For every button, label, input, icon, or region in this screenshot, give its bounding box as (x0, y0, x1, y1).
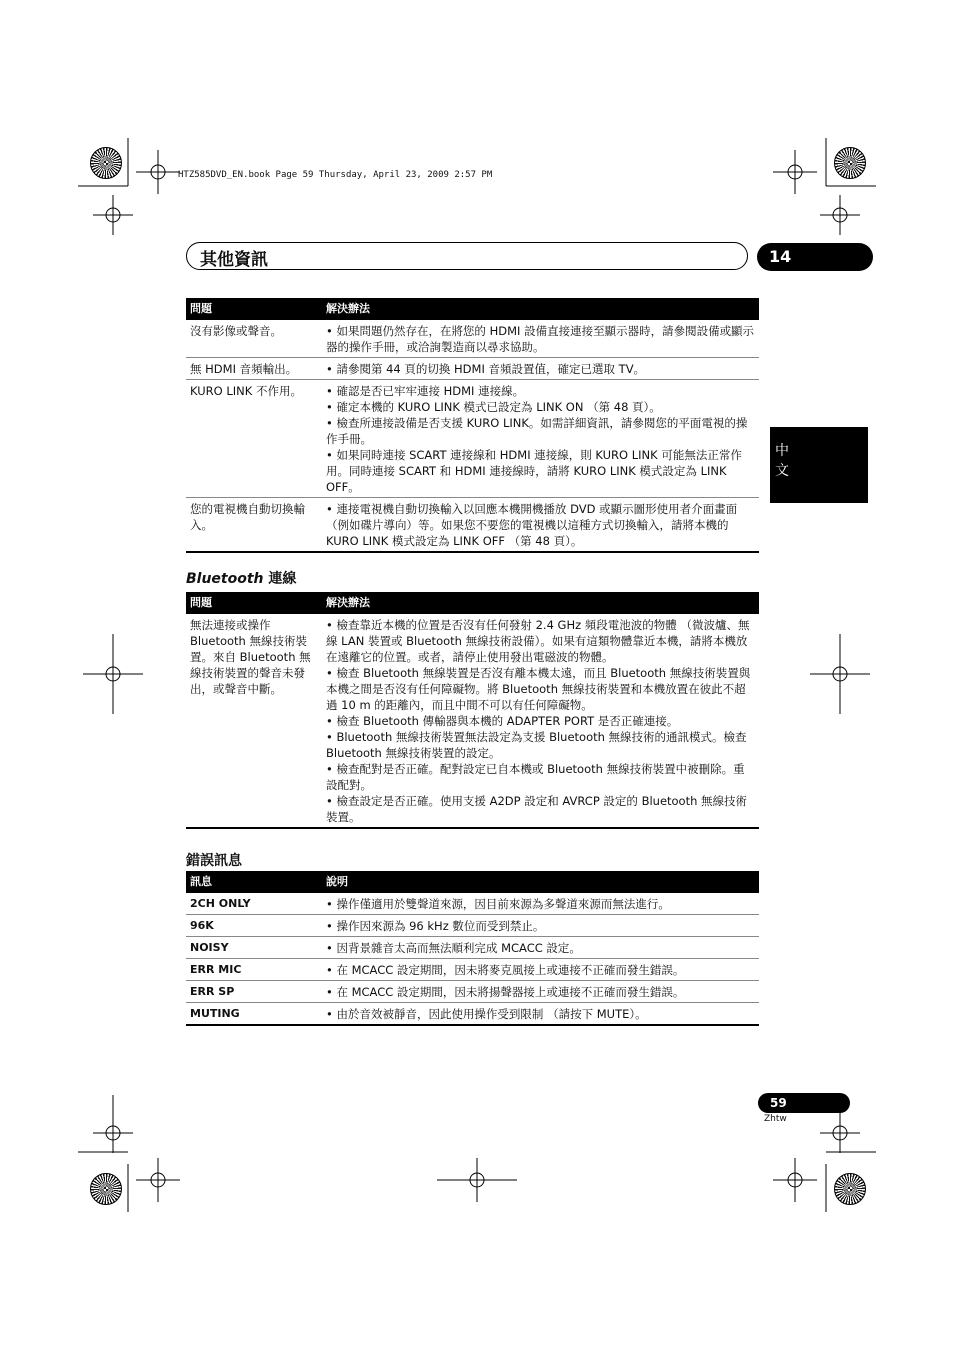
section-title-rest: 連線 (263, 571, 297, 587)
problem-cell: 無法連接或操作 Bluetooth 無線技術裝置。來自 Bluetooth 無線技術裝置的聲音未發出，或聲音中斷。 (186, 614, 322, 828)
table-row (186, 614, 759, 828)
chapter-bar (186, 242, 748, 270)
language-tab-text (774, 441, 790, 481)
table-row (186, 1003, 759, 1026)
message-cell: NOISY (186, 937, 322, 959)
solution-item: • 檢查靠近本機的位置是否沒有任何發射 2.4 GHz 頻段電池波的物體 （微波爐、無線 LAN 裝置或 Bluetooth 無線技術設備）。如果有這類物體靠近本機，請將本機放在遠離它的位置。或者，請停止使用發出電磁波的物體。 (326, 618, 750, 664)
hdmi-troubleshooting-table (186, 298, 759, 553)
problem-cell: 沒有影像或聲音。 (186, 320, 322, 358)
table-row (186, 981, 759, 1003)
message-cell: ERR SP (186, 981, 322, 1003)
solution-item: • Bluetooth 無線技術裝置無法設定為支援 Bluetooth 無線技術的通訊模式。檢查 Bluetooth 無線技術裝置的設定。 (326, 730, 747, 760)
section-title-bluetooth (186, 568, 296, 588)
description-cell: • 因背景雜音太高而無法順利完成 MCACC 設定。 (322, 937, 759, 959)
table-header-solution: 解決辦法 (322, 298, 759, 320)
description-cell: • 操作僅適用於雙聲道來源，因目前來源為多聲道來源而無法進行。 (322, 893, 759, 915)
solution-item: • 檢查所連接設備是否支援 KURO LINK。如需詳細資訊，請參閱您的平面電視的操作手冊。 (326, 416, 748, 446)
bluetooth-troubleshooting-table (186, 592, 759, 829)
error-messages-table (186, 871, 759, 1026)
section-title-error-messages: 錯誤訊息 (186, 853, 242, 869)
solution-item: • 如果同時連接 SCART 連接線和 HDMI 連接線，則 KURO LINK 可能無法正常作用。同時連接 SCART 和 HDMI 連接線時，請將 KURO LINK 模式設定為 LINK OFF。 (326, 448, 742, 494)
solution-item: • 檢查 Bluetooth 傳輸器與本機的 ADAPTER PORT 是否正確連接。 (326, 714, 679, 728)
page-number: 59 (758, 1093, 850, 1113)
language-code: Zhtw (764, 1114, 787, 1124)
solution-cell (322, 380, 759, 498)
table-row (186, 937, 759, 959)
solution-item: • 檢查 Bluetooth 無線裝置是否沒有離本機太遠，而且 Bluetooth 無線技術裝置與本機之間是否沒有任何障礙物。將 Bluetooth 無線技術裝置和本機放置在彼此不超過 10 m 的距離內，而且中間不可以有任何障礙物。 (326, 666, 751, 712)
solution-item: • 如果問題仍然存在，在將您的 HDMI 設備直接連接至顯示器時，請參閱設備或顯示器的操作手冊，或洽詢製造商以尋求協助。 (326, 324, 755, 354)
table-row (186, 380, 759, 498)
solution-item: • 檢查設定是否正確。使用支援 A2DP 設定和 AVRCP 設定的 Bluetooth 無線技術裝置。 (326, 794, 748, 824)
message-cell: 2CH ONLY (186, 893, 322, 915)
language-tab-char: 文 (775, 463, 789, 479)
table-header-message: 訊息 (186, 871, 322, 893)
description-cell: • 操作因來源為 96 kHz 數位而受到禁止。 (322, 915, 759, 937)
solution-item: • 確定本機的 KURO LINK 模式已設定為 LINK ON （第 48 頁）。 (326, 400, 661, 414)
language-tab (770, 427, 868, 503)
file-info: HTZ585DVD_EN.book Page 59 Thursday, April 23, 2009 2:57 PM (178, 170, 493, 180)
table-row (186, 959, 759, 981)
chapter-title: 其他資訊 (200, 250, 268, 270)
problem-cell: 無 HDMI 音頻輸出。 (186, 358, 322, 380)
description-cell: • 在 MCACC 設定期間，因未將麥克風接上或連接不正確而發生錯誤。 (322, 959, 759, 981)
description-cell: • 在 MCACC 設定期間，因未將揚聲器接上或連接不正確而發生錯誤。 (322, 981, 759, 1003)
table-row (186, 893, 759, 915)
solution-item: • 檢查配對是否正確。配對設定已自本機或 Bluetooth 無線技術裝置中被刪除。重設配對。 (326, 762, 745, 792)
message-cell: ERR MIC (186, 959, 322, 981)
language-tab-char: 中 (775, 443, 789, 459)
table-row (186, 498, 759, 553)
table-header-problem: 問題 (186, 298, 322, 320)
section-title-italic: Bluetooth (186, 571, 264, 587)
description-cell: • 由於音效被靜音，因此使用操作受到限制 （請按下 MUTE）。 (322, 1003, 759, 1026)
solution-item: • 連接電視機自動切換輸入以回應本機開機播放 DVD 或顯示圖形使用者介面畫面 （例如碟片導向）等。如果您不要您的電視機以這種方式切換輸入，請將本機的 KURO LINK 模式設定為 LINK OFF （第 48 頁）。 (326, 502, 738, 548)
table-row (186, 358, 759, 380)
table-row (186, 320, 759, 358)
solution-cell (322, 358, 759, 380)
message-cell: 96K (186, 915, 322, 937)
solution-cell (322, 498, 759, 553)
table-row (186, 915, 759, 937)
table-header-problem: 問題 (186, 592, 322, 614)
problem-cell: KURO LINK 不作用。 (186, 380, 322, 498)
solution-cell (322, 320, 759, 358)
table-header-solution: 解決辦法 (322, 592, 759, 614)
solution-item: • 確認是否已牢牢連接 HDMI 連接線。 (326, 384, 525, 398)
chapter-number: 14 (757, 243, 873, 271)
message-cell: MUTING (186, 1003, 322, 1026)
problem-cell: 您的電視機自動切換輸入。 (186, 498, 322, 553)
solution-item: • 請參閱第 44 頁的切換 HDMI 音頻設置值，確定已選取 TV。 (326, 362, 646, 376)
solution-cell (322, 614, 759, 828)
table-header-description: 說明 (322, 871, 759, 893)
